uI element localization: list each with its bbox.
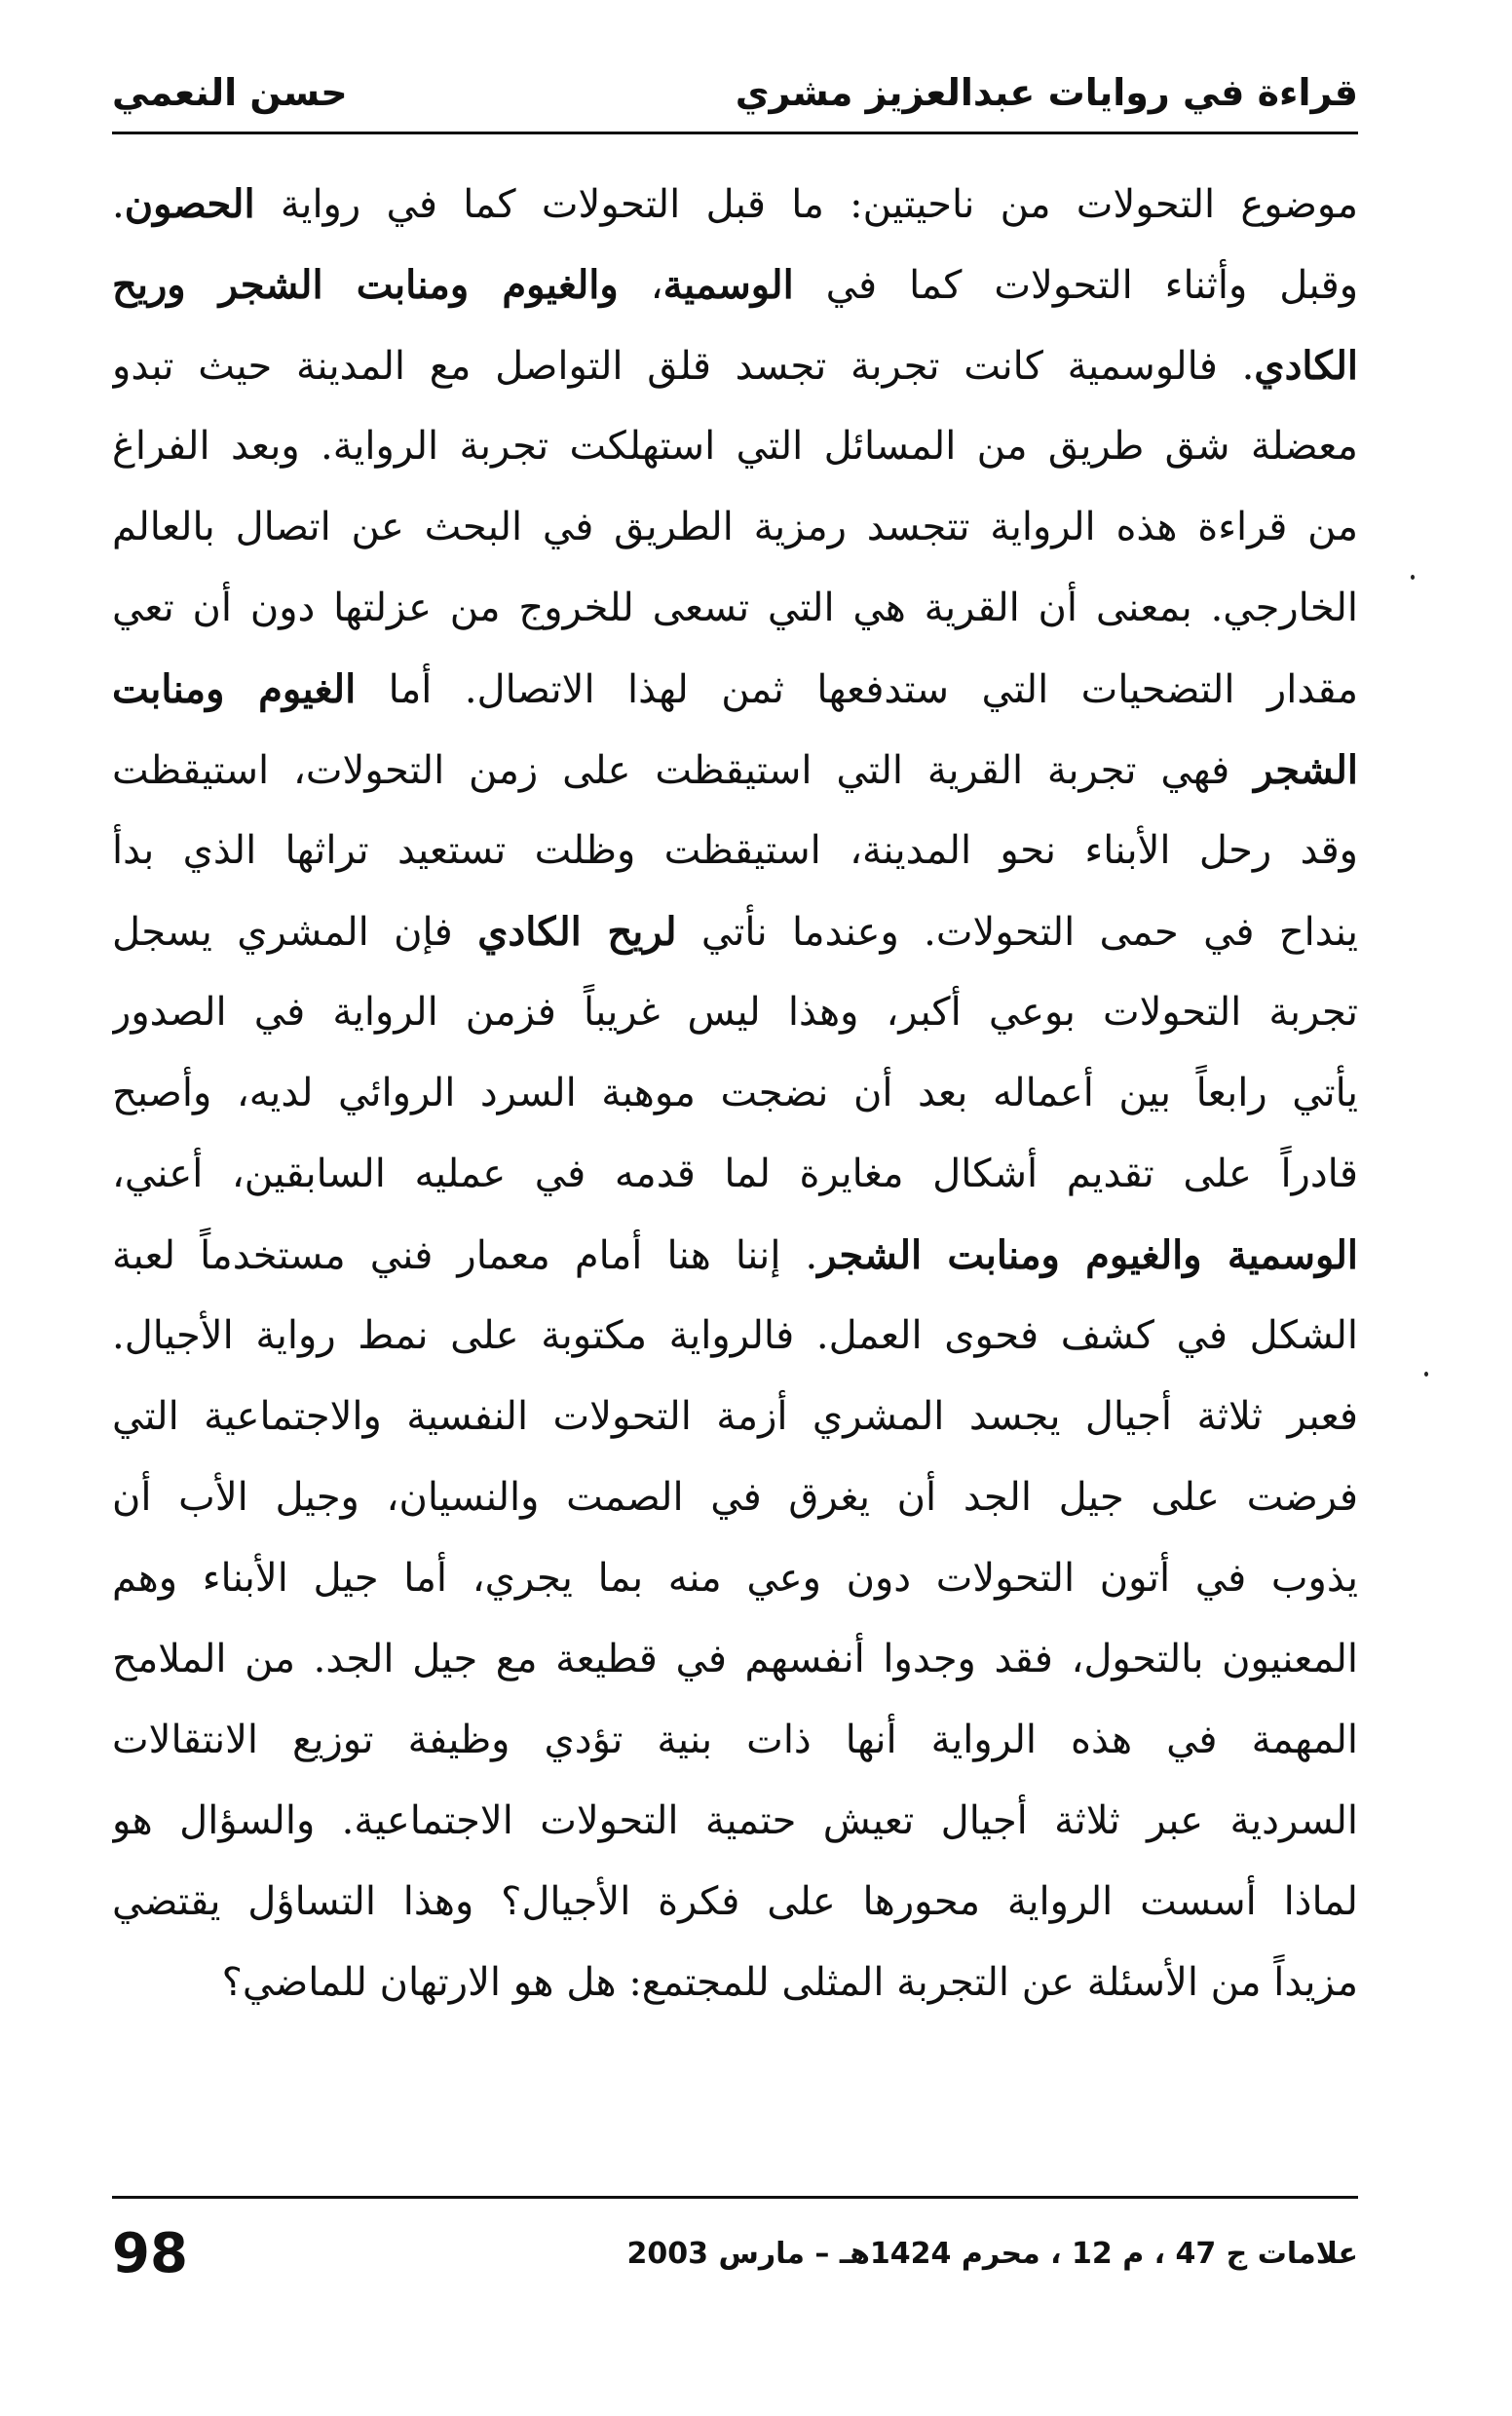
text-line bbox=[112, 325, 1358, 406]
running-header bbox=[112, 58, 1358, 127]
text-line bbox=[112, 1377, 1358, 1457]
text-run: المهمة في هذه الرواية أنها ذات بنية تؤدي وظيفة توزيع الانتقالات bbox=[112, 1718, 1358, 1762]
bold-title: الوسمية والغيوم ومنابت الشجر bbox=[817, 1232, 1358, 1278]
scan-speck bbox=[1424, 1372, 1428, 1377]
header-author: حسن النعمي bbox=[112, 71, 348, 114]
text-line bbox=[112, 406, 1358, 487]
text-run: فرضت على جيل الجد أن يغرق في الصمت والنسيان، وجيل الأب أن bbox=[112, 1475, 1358, 1520]
text-run: تجربة التحولات بوعي أكبر، وهذا ليس غريباً فزمن الرواية في الصدور bbox=[112, 990, 1358, 1035]
text-run: معضلة شق طريق من المسائل التي استهلكت تجربة الرواية. وبعد الفراغ bbox=[112, 424, 1358, 469]
bold-title: والغيوم ومنابت الشجر وريح bbox=[112, 262, 619, 308]
text-line bbox=[112, 1619, 1358, 1700]
text-line bbox=[112, 649, 1358, 730]
text-run: فهي تجربة القرية التي استيقظت على زمن التحولات، استيقظت bbox=[112, 748, 1255, 793]
text-run: وقد رحل الأبناء نحو المدينة، استيقظت وظلت تستعيد تراثها الذي بدأ bbox=[112, 828, 1358, 873]
scan-speck bbox=[1411, 575, 1415, 580]
text-run: من قراءة هذه الرواية تتجسد رمزية الطريق في البحث عن اتصال بالعالم bbox=[112, 505, 1358, 549]
text-run: مزيداً من الأسئلة عن التجربة المثلى للمجتمع: هل هو الارتهان للماضي؟ bbox=[221, 1960, 1358, 2005]
text-run: وقبل وأثناء التحولات كما في bbox=[793, 263, 1358, 308]
text-run: . إننا هنا أمام معمار فني مستخدماً لعبة bbox=[112, 1233, 818, 1278]
text-line bbox=[112, 568, 1358, 649]
journal-citation: علامات ج 47 ، م 12 ، محرم 1424هـ – مارس 2003 bbox=[626, 2236, 1358, 2271]
text-line bbox=[112, 164, 1358, 245]
text-run: الشكل في كشف فحوى العمل. فالرواية مكتوبة على نمط رواية الأجيال. bbox=[112, 1313, 1358, 1358]
text-run: موضوع التحولات من ناحيتين: ما قبل التحولات كما في رواية bbox=[254, 182, 1358, 227]
text-run: لماذا أسست الرواية محورها على فكرة الأجيال؟ وهذا التساؤل يقتضي bbox=[112, 1879, 1358, 1924]
text-run: . فالوسمية كانت تجربة تجسد قلق التواصل مع المدينة حيث تبدو bbox=[112, 344, 1255, 389]
text-line bbox=[112, 811, 1358, 891]
text-run: . bbox=[112, 182, 125, 227]
text-run: قادراً على تقديم أشكال مغايرة لما قدمه في عمليه السابقين، أعني، bbox=[112, 1151, 1358, 1196]
header-rule bbox=[112, 132, 1358, 134]
text-line bbox=[112, 1134, 1358, 1215]
text-run: الخارجي. بمعنى أن القرية هي التي تسعى للخروج من عزلتها دون أن تعي bbox=[112, 585, 1358, 630]
text-line bbox=[112, 972, 1358, 1053]
text-run: المعنيون بالتحول، فقد وجدوا أنفسهم في قطيعة مع جيل الجد. من الملامح bbox=[112, 1637, 1358, 1681]
bold-title: الشجر bbox=[1254, 747, 1358, 793]
text-line bbox=[112, 891, 1358, 972]
text-line bbox=[112, 1943, 1358, 2023]
text-run: يأتي رابعاً بين أعماله بعد أن نضجت موهبة السرد الروائي لديه، وأصبح bbox=[112, 1071, 1358, 1115]
text-run: السردية عبر ثلاثة أجيال تعيش حتمية التحولات الاجتماعية. والسؤال هو bbox=[112, 1798, 1358, 1843]
text-line bbox=[112, 1053, 1358, 1134]
text-line bbox=[112, 1538, 1358, 1619]
bold-title: لريح الكادي bbox=[477, 909, 677, 955]
body-text bbox=[112, 164, 1358, 2023]
text-run: يذوب في أتون التحولات دون وعي منه بما يجري، أما جيل الأبناء وهم bbox=[112, 1556, 1358, 1601]
bold-title: الكادي bbox=[1254, 343, 1358, 389]
text-line bbox=[112, 487, 1358, 568]
text-line bbox=[112, 1862, 1358, 1943]
header-title: قراءة في روايات عبدالعزيز مشري bbox=[735, 71, 1358, 114]
bold-title: الحصون bbox=[124, 181, 255, 227]
page-number: 98 bbox=[112, 2221, 188, 2285]
text-run: فإن المشري يسجل bbox=[112, 910, 478, 955]
text-run: فعبر ثلاثة أجيال يجسد المشري أزمة التحولات النفسية والاجتماعية التي bbox=[112, 1394, 1358, 1439]
text-run: ينداح في حمى التحولات. وعندما نأتي bbox=[676, 910, 1358, 955]
text-line bbox=[112, 245, 1358, 325]
running-footer bbox=[112, 2209, 1358, 2297]
text-line bbox=[112, 1457, 1358, 1538]
text-line bbox=[112, 1781, 1358, 1862]
text-run: مقدار التضحيات التي ستدفعها ثمن لهذا الاتصال. أما bbox=[356, 667, 1358, 712]
bold-title: الوسمية bbox=[662, 262, 794, 308]
text-line bbox=[112, 1700, 1358, 1781]
text-line bbox=[112, 1296, 1358, 1377]
text-line bbox=[112, 1215, 1358, 1296]
text-run: ، bbox=[618, 263, 663, 308]
footer-rule bbox=[112, 2196, 1358, 2199]
text-line bbox=[112, 730, 1358, 811]
bold-title: الغيوم ومنابت bbox=[112, 666, 357, 712]
